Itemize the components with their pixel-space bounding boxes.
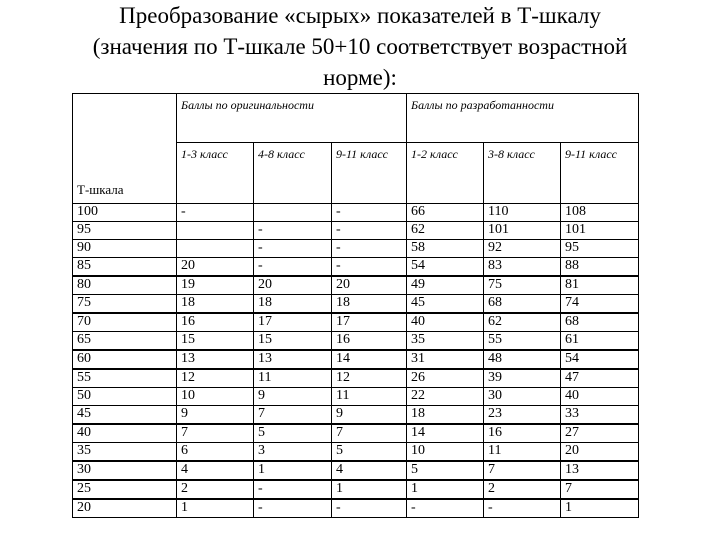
raw-score-cell: 5 — [254, 424, 332, 443]
grade-header: 9-11 класс — [561, 143, 639, 204]
raw-score-cell: 4 — [332, 461, 407, 480]
grade-header: 4-8 класс — [254, 143, 332, 204]
raw-score-cell: 2 — [177, 480, 254, 499]
raw-score-cell: 83 — [484, 258, 561, 277]
t-score-cell: 25 — [73, 480, 177, 499]
raw-score-cell: 14 — [407, 424, 484, 443]
originality-group-header: Баллы по оригинальности — [177, 94, 407, 143]
raw-score-cell: 101 — [561, 222, 639, 240]
raw-score-cell: - — [254, 499, 332, 518]
t-scale-table — [72, 93, 639, 518]
grade-header: 1-2 класс — [407, 143, 484, 204]
raw-score-cell: - — [332, 258, 407, 277]
t-score-cell: 80 — [73, 276, 177, 295]
raw-score-cell: 45 — [407, 295, 484, 314]
raw-score-cell: 2 — [484, 480, 561, 499]
raw-score-cell: 101 — [484, 222, 561, 240]
table-row — [73, 461, 639, 480]
raw-score-cell: 15 — [254, 332, 332, 351]
t-score-cell: 100 — [73, 204, 177, 222]
t-score-cell: 55 — [73, 369, 177, 388]
slide-title — [40, 0, 680, 93]
table-row — [73, 258, 639, 277]
t-score-cell: 95 — [73, 222, 177, 240]
raw-score-cell: 15 — [177, 332, 254, 351]
t-score-cell: 60 — [73, 350, 177, 369]
grade-header: 1-3 класс — [177, 143, 254, 204]
raw-score-cell: 54 — [407, 258, 484, 277]
raw-score-cell: 16 — [332, 332, 407, 351]
raw-score-cell: 10 — [177, 388, 254, 406]
table-row — [73, 350, 639, 369]
table-row — [73, 222, 639, 240]
raw-score-cell: 26 — [407, 369, 484, 388]
raw-score-cell: 13 — [254, 350, 332, 369]
raw-score-cell: 110 — [484, 204, 561, 222]
raw-score-cell: 9 — [177, 406, 254, 425]
raw-score-cell: 11 — [332, 388, 407, 406]
raw-score-cell: 1 — [254, 461, 332, 480]
raw-score-cell: 18 — [254, 295, 332, 314]
raw-score-cell: 58 — [407, 240, 484, 258]
raw-score-cell: - — [254, 240, 332, 258]
raw-score-cell: 75 — [484, 276, 561, 295]
raw-score-cell: 27 — [561, 424, 639, 443]
raw-score-cell: 17 — [332, 313, 407, 332]
t-score-cell: 20 — [73, 499, 177, 518]
raw-score-cell: 11 — [254, 369, 332, 388]
raw-score-cell — [177, 222, 254, 240]
raw-score-cell: 33 — [561, 406, 639, 425]
table-row — [73, 424, 639, 443]
raw-score-cell: - — [177, 204, 254, 222]
raw-score-cell: 1 — [177, 499, 254, 518]
t-score-cell: 40 — [73, 424, 177, 443]
raw-score-cell: 55 — [484, 332, 561, 351]
table-row — [73, 240, 639, 258]
raw-score-cell: 68 — [561, 313, 639, 332]
raw-score-cell: 13 — [177, 350, 254, 369]
raw-score-cell: - — [484, 499, 561, 518]
raw-score-cell: 12 — [332, 369, 407, 388]
grade-header: 9-11 класс — [332, 143, 407, 204]
t-score-cell: 65 — [73, 332, 177, 351]
t-score-cell: 50 — [73, 388, 177, 406]
raw-score-cell: 49 — [407, 276, 484, 295]
raw-score-cell: 68 — [484, 295, 561, 314]
t-score-cell: 70 — [73, 313, 177, 332]
t-score-cell: 90 — [73, 240, 177, 258]
raw-score-cell: 10 — [407, 443, 484, 462]
raw-score-cell: 1 — [407, 480, 484, 499]
t-score-cell: 35 — [73, 443, 177, 462]
raw-score-cell: 9 — [332, 406, 407, 425]
raw-score-cell: 40 — [561, 388, 639, 406]
raw-score-cell: 12 — [177, 369, 254, 388]
raw-score-cell: 5 — [407, 461, 484, 480]
raw-score-cell: 5 — [332, 443, 407, 462]
raw-score-cell: 22 — [407, 388, 484, 406]
raw-score-cell: 7 — [177, 424, 254, 443]
raw-score-cell: - — [407, 499, 484, 518]
t-score-cell: 75 — [73, 295, 177, 314]
t-scale-header: Т-шкала — [73, 94, 177, 204]
table-row — [73, 332, 639, 351]
raw-score-cell: 6 — [177, 443, 254, 462]
table-row — [73, 480, 639, 499]
table-row — [73, 295, 639, 314]
raw-score-cell: 35 — [407, 332, 484, 351]
raw-score-cell: 62 — [484, 313, 561, 332]
table-row — [73, 499, 639, 518]
raw-score-cell: 66 — [407, 204, 484, 222]
t-score-cell: 30 — [73, 461, 177, 480]
raw-score-cell: - — [332, 222, 407, 240]
table-row — [73, 276, 639, 295]
table-row — [73, 388, 639, 406]
raw-score-cell: 20 — [332, 276, 407, 295]
raw-score-cell: 108 — [561, 204, 639, 222]
raw-score-cell: 23 — [484, 406, 561, 425]
raw-score-cell: 40 — [407, 313, 484, 332]
raw-score-cell: 48 — [484, 350, 561, 369]
raw-score-cell: 81 — [561, 276, 639, 295]
title-line-1: Преобразование «сырых» показателей в Т-шкалу — [119, 3, 601, 28]
raw-score-cell: 14 — [332, 350, 407, 369]
raw-score-cell: 20 — [254, 276, 332, 295]
raw-score-cell: 9 — [254, 388, 332, 406]
raw-score-cell: 7 — [484, 461, 561, 480]
raw-score-cell: 4 — [177, 461, 254, 480]
raw-score-cell: - — [254, 258, 332, 277]
raw-score-cell: 61 — [561, 332, 639, 351]
header-row-groups — [73, 94, 639, 143]
table-row — [73, 369, 639, 388]
table-row — [73, 204, 639, 222]
raw-score-cell: 19 — [177, 276, 254, 295]
t-score-cell: 85 — [73, 258, 177, 277]
raw-score-cell: 30 — [484, 388, 561, 406]
raw-score-cell: - — [332, 204, 407, 222]
raw-score-cell: 62 — [407, 222, 484, 240]
raw-score-cell: - — [332, 240, 407, 258]
raw-score-cell: 18 — [177, 295, 254, 314]
raw-score-cell: 92 — [484, 240, 561, 258]
raw-score-cell — [177, 240, 254, 258]
raw-score-cell: 11 — [484, 443, 561, 462]
raw-score-cell: 17 — [254, 313, 332, 332]
raw-score-cell: 74 — [561, 295, 639, 314]
raw-score-cell: 1 — [332, 480, 407, 499]
raw-score-cell: 20 — [561, 443, 639, 462]
raw-score-cell: 31 — [407, 350, 484, 369]
raw-score-cell: - — [254, 222, 332, 240]
raw-score-cell: 7 — [332, 424, 407, 443]
title-line-3: норме): — [323, 65, 397, 90]
raw-score-cell: 16 — [177, 313, 254, 332]
grade-header: 3-8 класс — [484, 143, 561, 204]
raw-score-cell: 20 — [177, 258, 254, 277]
raw-score-cell: 18 — [332, 295, 407, 314]
raw-score-cell: 88 — [561, 258, 639, 277]
elaboration-group-header: Баллы по разработанности — [407, 94, 639, 143]
title-line-2: (значения по Т-шкале 50+10 соответствует возрастной — [92, 34, 628, 59]
raw-score-cell: 39 — [484, 369, 561, 388]
raw-score-cell: 95 — [561, 240, 639, 258]
table-row — [73, 406, 639, 425]
raw-score-cell: 18 — [407, 406, 484, 425]
raw-score-cell — [254, 204, 332, 222]
raw-score-cell: 54 — [561, 350, 639, 369]
raw-score-cell: 7 — [561, 480, 639, 499]
raw-score-cell: 1 — [561, 499, 639, 518]
raw-score-cell: 47 — [561, 369, 639, 388]
raw-score-cell: - — [254, 480, 332, 499]
table-row — [73, 313, 639, 332]
raw-score-cell: 13 — [561, 461, 639, 480]
t-score-cell: 45 — [73, 406, 177, 425]
raw-score-cell: 7 — [254, 406, 332, 425]
raw-score-cell: - — [332, 499, 407, 518]
table-row — [73, 443, 639, 462]
raw-score-cell: 16 — [484, 424, 561, 443]
raw-score-cell: 3 — [254, 443, 332, 462]
